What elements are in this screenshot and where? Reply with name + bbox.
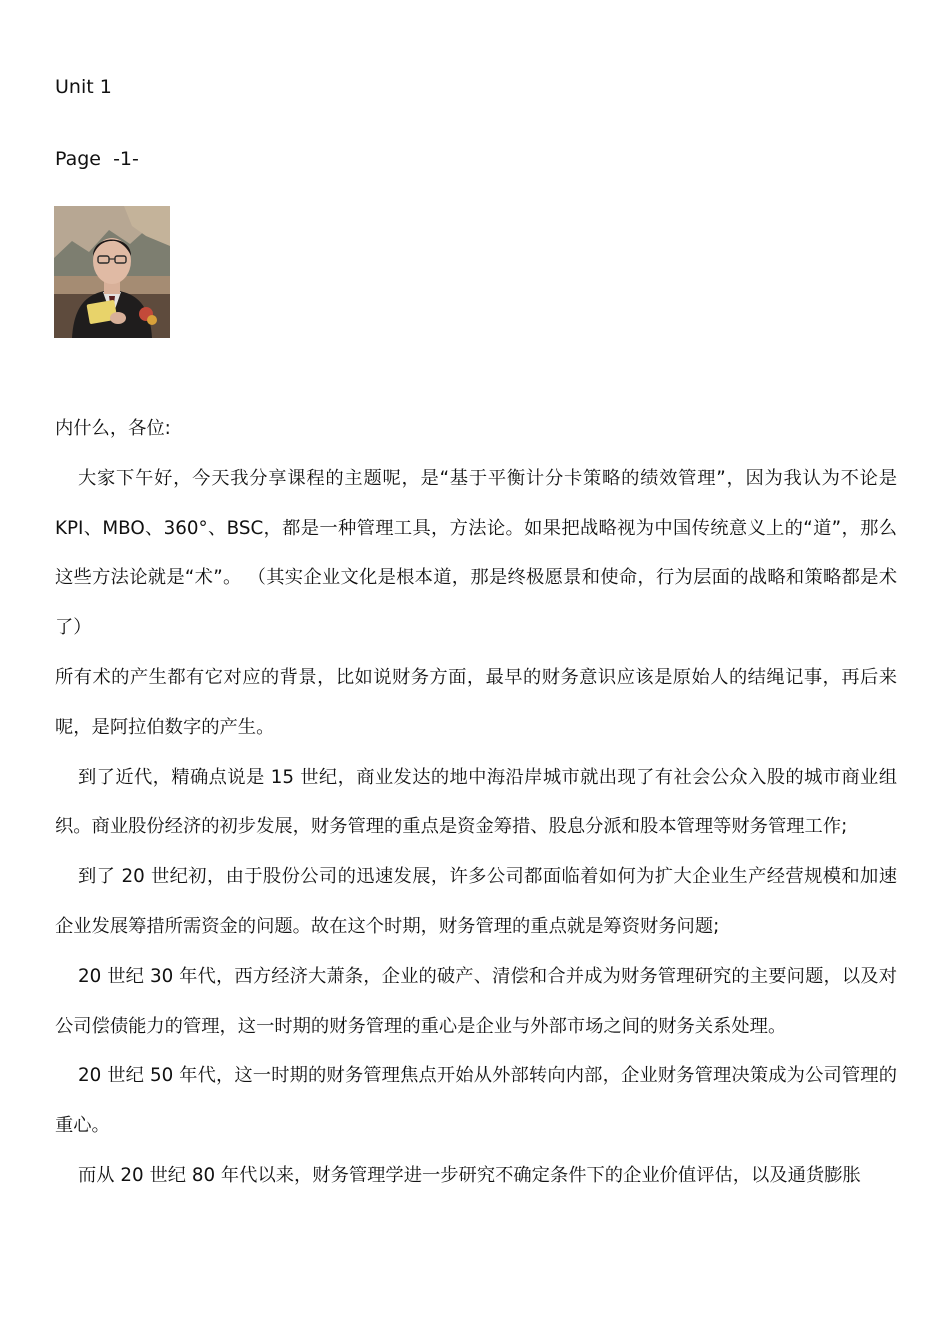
paragraph: 所有术的产生都有它对应的背景，比如说财务方面，最早的财务意识应该是原始人的结绳记事，再后来呢，是阿拉伯数字的产生。 <box>55 666 897 738</box>
paragraph: 20 世纪 30 年代，西方经济大萧条，企业的破产、清偿和合并成为财务管理研究的主要问题，以及对公司偿债能力的管理，这一时期的财务管理的重心是企业与外部市场之间的财务关系处理。 <box>55 965 897 1037</box>
paragraph: 大家下午好，今天我分享课程的主题呢，是“基于平衡计分卡策略的绩效管理”，因为我认为不论是 KPI、MBO、360°、BSC，都是一种管理工具，方法论。如果把战略视为中国传统意义上的“道”，那么这些方法论就是“术”。 （其实企业文化是根本道，那是终极愿景和使命，行为层面的战略和策略都是术了） <box>55 467 897 639</box>
paragraph: 到了近代，精确点说是 15 世纪，商业发达的地中海沿岸城市就出现了有社会公众入股的城市商业组织。商业股份经济的初步发展，财务管理的重点是资金筹措、股息分派和股本管理等财务管理工作; <box>55 766 897 838</box>
unit-heading: Unit 1 <box>55 76 112 98</box>
paragraph: 20 世纪 50 年代，这一时期的财务管理焦点开始从外部转向内部，企业财务管理决策成为公司管理的重心。 <box>55 1065 897 1137</box>
speaker-portrait-photo <box>54 206 170 338</box>
greeting-line: 内什么，各位: <box>55 418 171 439</box>
page-number: Page -1- <box>55 148 139 170</box>
paragraph: 到了 20 世纪初，由于股份公司的迅速发展，许多公司都面临着如何为扩大企业生产经营规模和加速企业发展筹措所需资金的问题。故在这个时期，财务管理的重点就是筹资财务问题; <box>55 866 897 937</box>
paragraph: 而从 20 世纪 80 年代以来，财务管理学进一步研究不确定条件下的企业价值评估，以及通货膨胀 <box>78 1164 861 1186</box>
article-body <box>55 404 897 1201</box>
